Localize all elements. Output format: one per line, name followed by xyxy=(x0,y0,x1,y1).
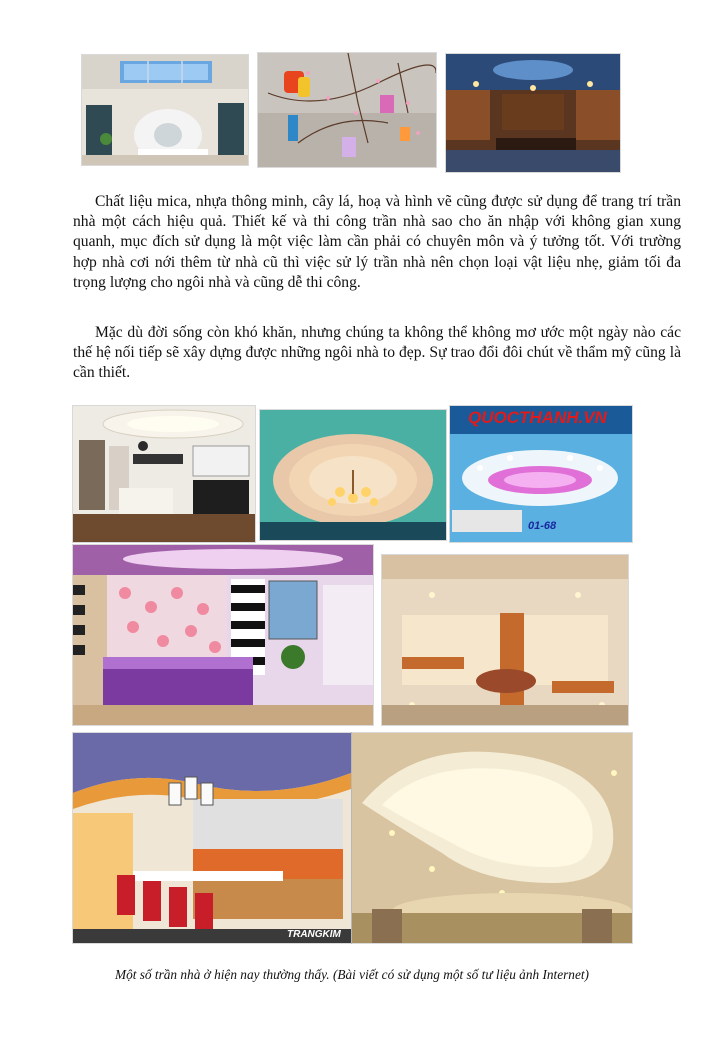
photo-teal-ceiling-chandelier xyxy=(260,410,446,540)
quocthanh-watermark: QUOCTHANH.VN xyxy=(468,408,607,427)
body-paragraph-1: Chất liệu mica, nhựa thông minh, cây lá, hoạ và hình vẽ cũng được sử dụng để trang trí trần nhà một cách hiệu quả. Thiết kế và thi công trần nhà sao cho ăn nhập với không gian xung quanh, mục đích sử dụng là một việc làm cần phải có chuyên môn và ý tưởng tốt. Với trường hợp nhà cơi nới thêm từ nhà cũ thì việc sử lý trần nhà nên chọn loại vật liệu nhẹ, giảm tối đa trọng lượng cho ngôi nhà và cũng dễ thi công. xyxy=(73,193,681,291)
trangkim-watermark: TRANGKIM xyxy=(287,929,341,940)
photo-mri-room-skylight-ceiling xyxy=(82,55,248,165)
photo-curved-glowing-ceiling xyxy=(352,733,632,943)
photo-purple-bedroom xyxy=(73,545,373,725)
photo-living-room-cross-ceiling xyxy=(382,555,628,725)
photo-dining-kitchen-wave-ceiling xyxy=(73,733,351,943)
photo-lanterns-branches xyxy=(258,53,436,167)
body-paragraph-2: Mặc dù đời sống còn khó khăn, nhưng chúng ta không thể không mơ ước một ngày nào các thế hệ nối tiếp sẽ xây dựng được những ngôi nhà to đẹp. Sự trao đổi đôi chút về thẩm mỹ cũng là cần thiết. xyxy=(73,324,681,382)
figure-caption: Một số trần nhà ở hiện nay thường thấy. (Bài viết có sử dụng một số tư liệu ảnh Internet) xyxy=(115,967,589,982)
photo-kitchen-blue-ceiling xyxy=(446,54,620,172)
photo-quocthanh-blue-ceiling xyxy=(450,406,632,542)
product-code-label: 01-68 xyxy=(528,520,557,532)
photo-kitchen-round-ceiling xyxy=(73,406,255,542)
